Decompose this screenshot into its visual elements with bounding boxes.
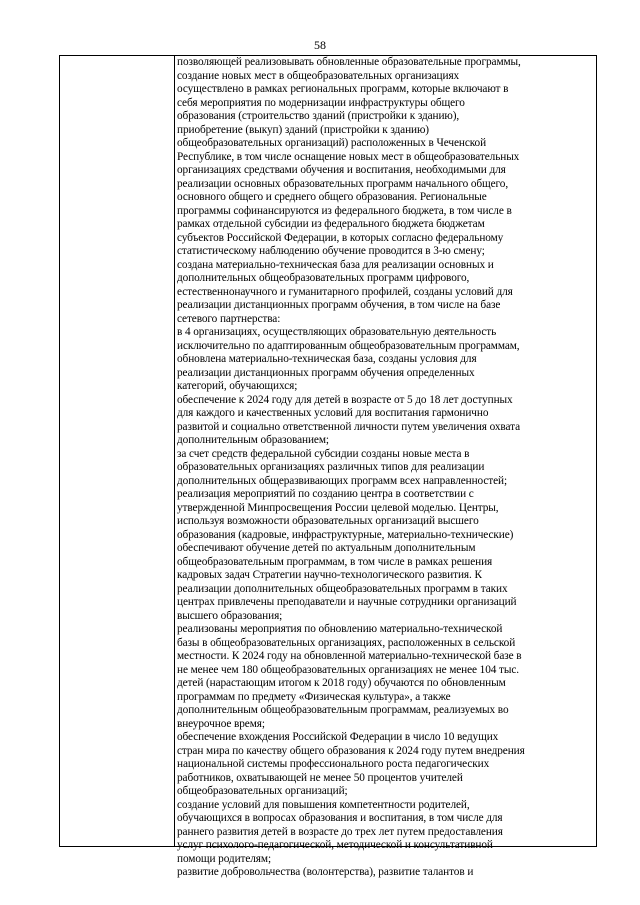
text-line: помощи родителям; (177, 852, 271, 865)
text-line: развитие добровольчества (волонтерства), развитие талантов и (177, 866, 474, 878)
column-divider (174, 56, 175, 846)
text-line: дополнительных общеразвивающих программ всех направленностей; (177, 474, 508, 487)
text-line: общеобразовательных организаций; (177, 785, 348, 797)
text-line: реализация мероприятий по созданию центра в соответствии с (177, 488, 474, 500)
page-number: 58 (314, 38, 326, 52)
text-line: Республике, в том числе оснащение новых мест в общеобразовательных (177, 150, 520, 163)
text-line: программы софинансируются из федерального бюджета, в том числе в (177, 204, 512, 217)
text-line: центрах привлечены преподаватели и научные сотрудники организаций (177, 596, 517, 608)
text-line: создана материально-техническая база для реализации основных и (177, 258, 494, 271)
text-line: работников, охватывающей не менее 50 процентов учителей (177, 771, 463, 784)
text-line: обеспечение вхождения Российской Федерации в число 10 ведущих (177, 731, 499, 743)
text-line: обновлена материально-техническая база, созданы условия для (177, 353, 477, 365)
text-line: основного общего и среднего общего образования. Региональные (177, 191, 487, 203)
text-line: статистическому наблюдению обучение проводится в 3-ю смену; (177, 245, 485, 257)
text-line: не менее чем 180 общеобразовательных организациях не менее 104 тыс. (177, 663, 520, 676)
text-line: используя возможности образовательных организаций высшего (177, 515, 479, 527)
text-line: общеобразовательным программам, в том числе в рамках решения (177, 555, 493, 568)
text-line: реализации дополнительных общеобразовательных программ в таких (177, 582, 508, 595)
text-line: естественнонаучного и гуманитарного профилей, созданы условий для (177, 285, 513, 298)
text-line: создание условий для повышения компетентности родителей, (177, 798, 470, 811)
text-line: приобретение (выкуп) зданий (пристройки к зданию) (177, 123, 429, 136)
text-line: высшего образования; (177, 609, 283, 622)
table-cell-text (177, 56, 592, 878)
text-line: для каждого и качественных условий для воспитания гармонично (177, 407, 489, 419)
text-line: обеспечивают обучение детей по актуальным дополнительным (177, 542, 476, 554)
text-line: базы в общеобразовательных организациях, расположенных в сельской (177, 636, 516, 649)
text-line: рамках отдельной субсидии из федерального бюджета бюджетам (177, 218, 485, 230)
text-line: дополнительным общеобразовательным программам, реализуемых во (177, 704, 509, 716)
text-line: общеобразовательных организаций) расположенных в Чеченской (177, 137, 487, 149)
text-line: детей (нарастающим итогом к 2018 году) обучаются по обновленным (177, 677, 506, 689)
text-line: стран мира по качеству общего образования к 2024 году путем внедрения (177, 744, 525, 757)
text-line: реализации основных образовательных программ начального общего, (177, 177, 509, 190)
text-line: создание новых мест в общеобразовательных организациях (177, 69, 460, 82)
text-line: обеспечение к 2024 году для детей в возрасте от 5 до 18 лет доступных (177, 393, 513, 406)
text-line: позволяющей реализовывать обновленные образовательные программы, (177, 56, 521, 68)
text-line: развитой и социально ответственной личности путем увеличения охвата (177, 420, 521, 433)
text-line: дополнительных общеобразовательных программ цифрового, (177, 272, 470, 284)
text-line: внеурочное время; (177, 717, 265, 730)
text-line: реализации дистанционных программ обучения, в том числе на базе (177, 299, 501, 311)
text-line: категорий, обучающихся; (177, 380, 298, 392)
text-line: реализации дистанционных программ обучения определенных (177, 366, 475, 379)
document-table (59, 55, 597, 878)
text-line: национальной системы профессионального роста педагогических (177, 758, 490, 770)
text-line: реализованы мероприятия по обновлению материально-технической (177, 623, 503, 635)
text-line: образования (кадровые, инфраструктурные, материально-технические) (177, 528, 514, 541)
text-line: себя мероприятия по модернизации инфраструктуры общего (177, 96, 465, 109)
text-line: сетевого партнерства: (177, 312, 281, 325)
text-line: кадровых задач Стратегии научно-технологического развития. К (177, 569, 482, 581)
text-line: раннего развития детей в возрасте до трех лет путем предоставления (177, 825, 503, 838)
text-line: образования (строительство зданий (пристройки к зданию), (177, 110, 460, 122)
text-line: утвержденной Минпросвещения России целевой моделью. Центры, (177, 501, 499, 514)
text-line: за счет средств федеральной субсидии созданы новые места в (177, 447, 470, 460)
text-line: в 4 организациях, осуществляющих образовательную деятельность (177, 326, 497, 338)
text-line: исключительно по адаптированным общеобразовательным программам, (177, 339, 520, 352)
text-line: местности. К 2024 году на обновленной материально-технической базе в (177, 650, 522, 662)
text-line: субъектов Российской Федерации, в которых согласно федеральному (177, 231, 504, 244)
table-cell-left-empty (60, 56, 174, 846)
text-line: услуг психолого-педагогической, методической и консультативной (177, 839, 493, 851)
text-line: программам по предмету «Физическая культура», а также (177, 690, 451, 703)
text-line: обучающихся в вопросах образования и воспитания, в том числе для (177, 812, 503, 824)
text-line: дополнительным образованием; (177, 434, 329, 446)
text-line: осуществлено в рамках региональных программ, которые включают в (177, 83, 509, 95)
text-line: образовательных организациях различных типов для реализации (177, 461, 485, 473)
text-line: организациях средствами обучения и воспитания, необходимыми для (177, 164, 506, 176)
